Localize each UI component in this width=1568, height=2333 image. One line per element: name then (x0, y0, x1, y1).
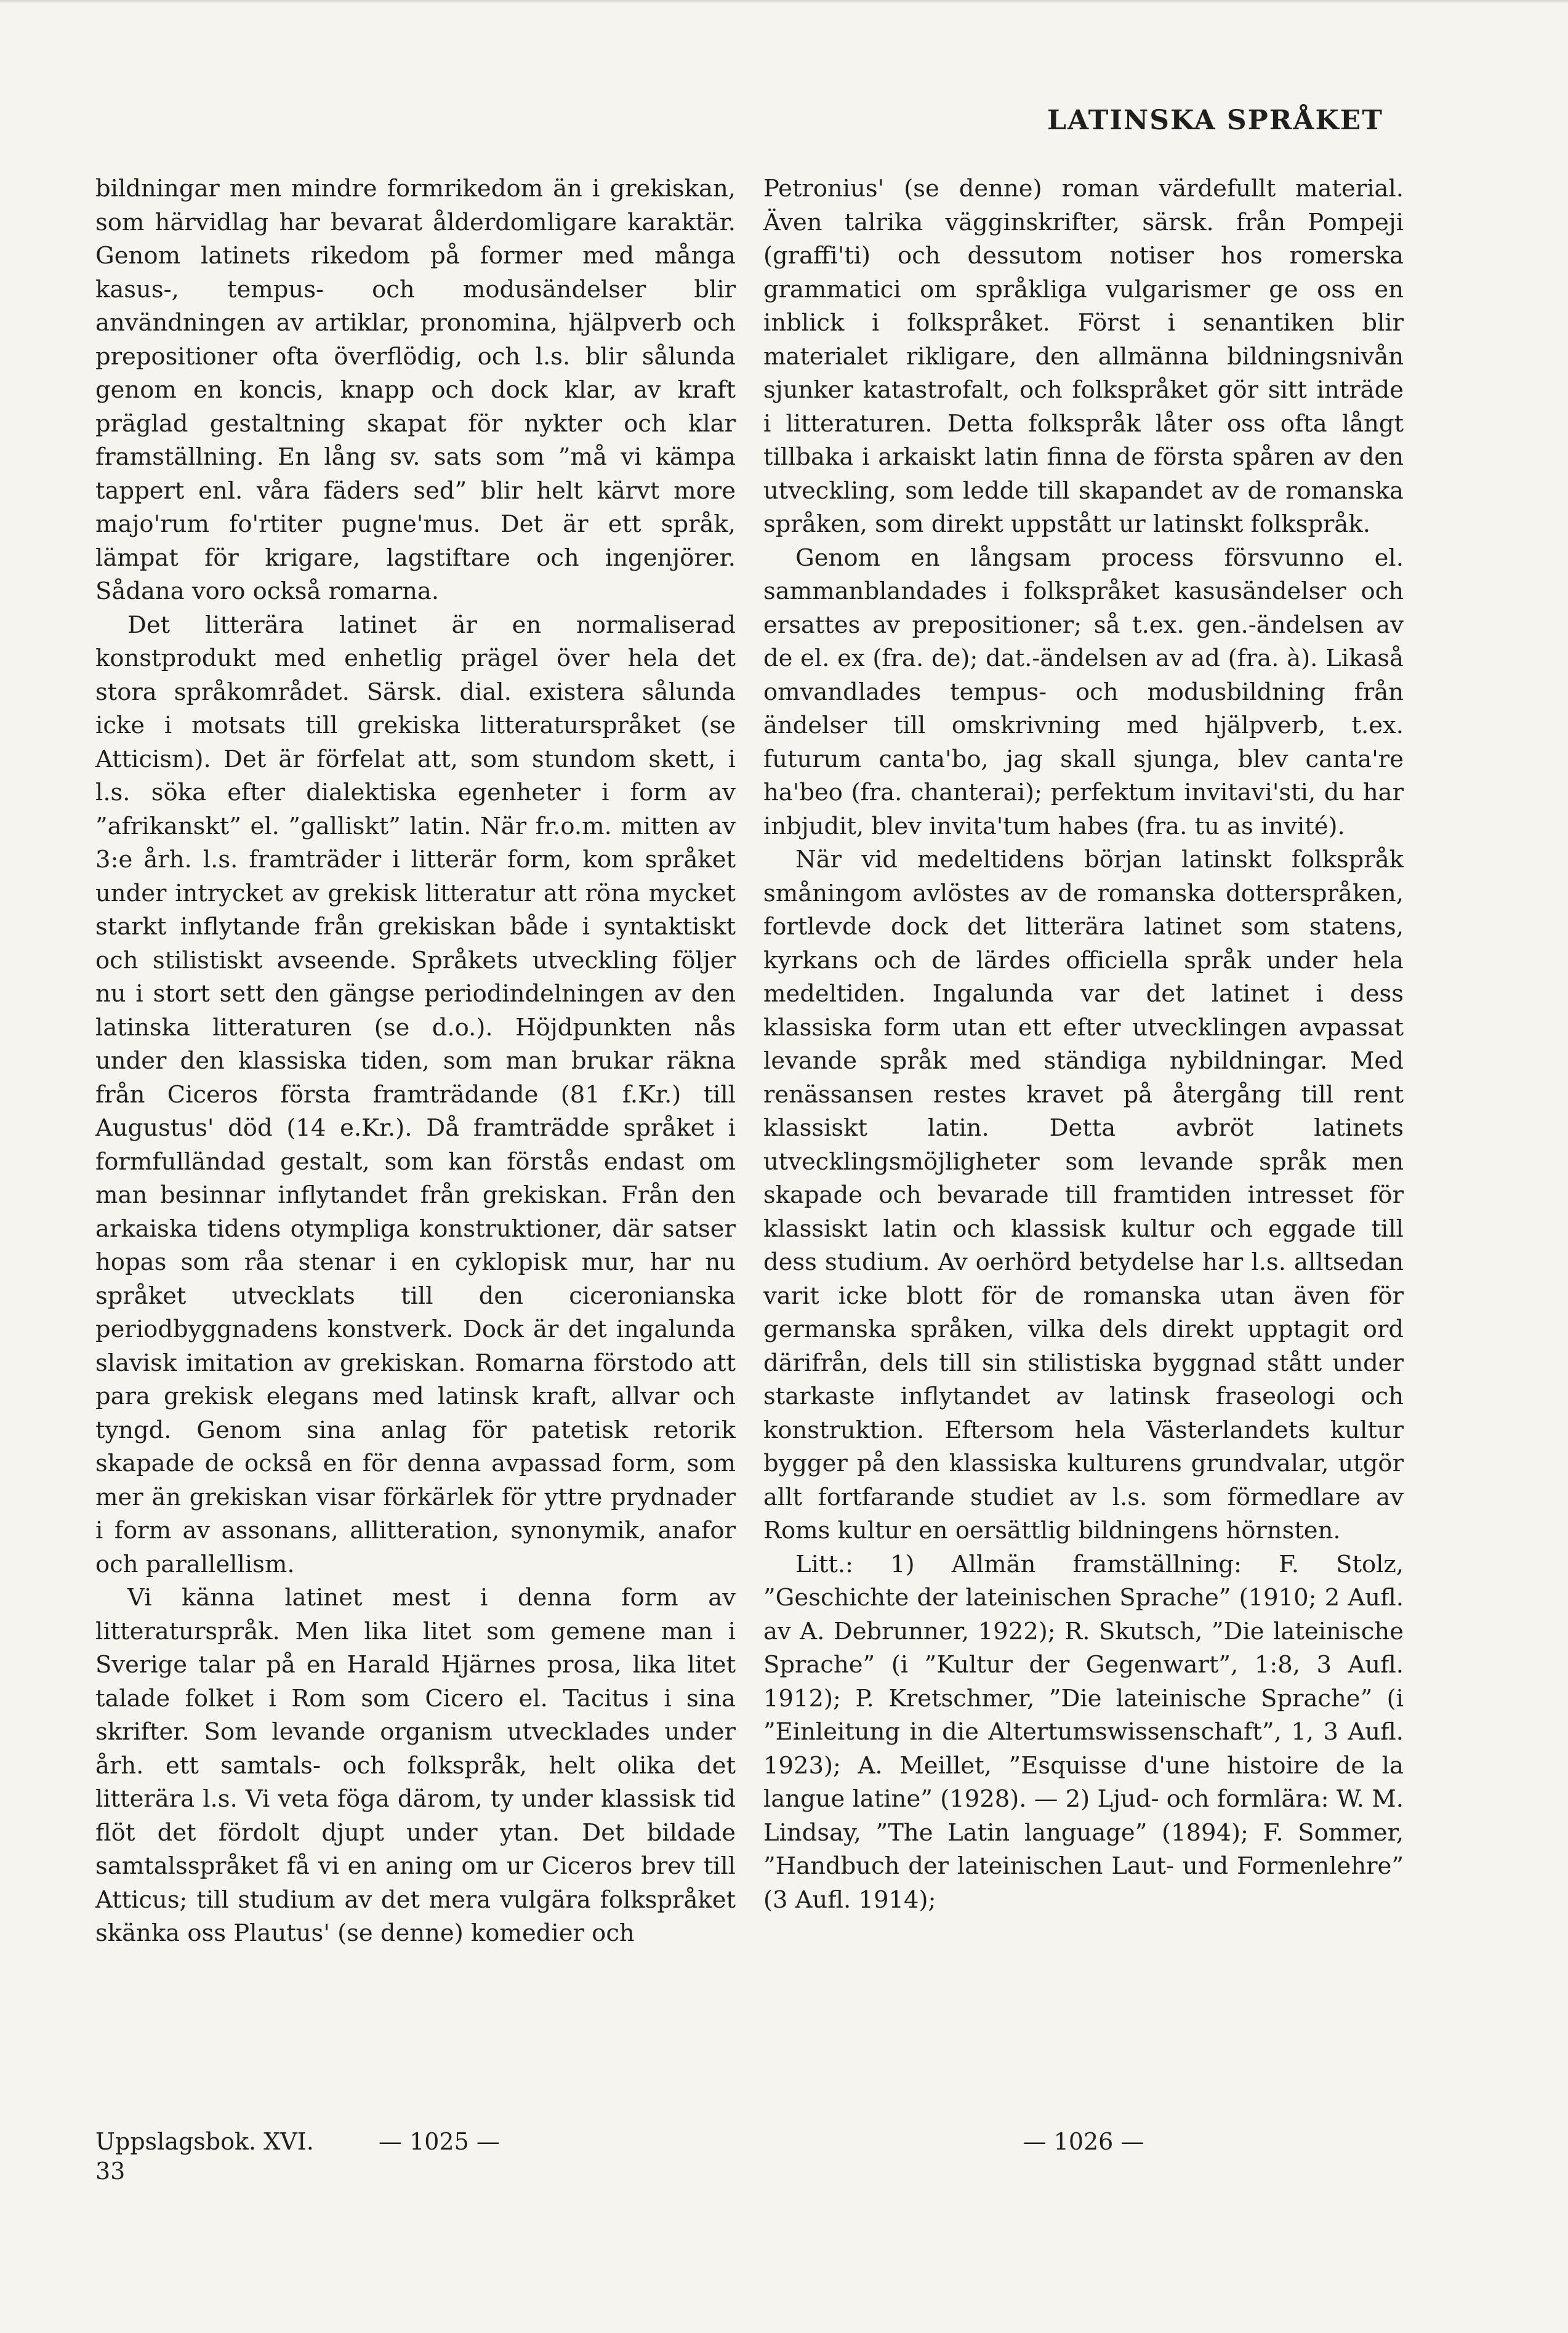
paragraph: Vi känna latinet mest i denna form av litteraturspråk. Men lika litet som gemene man i Sverige talar på en Harald Hjärnes prosa, lika litet talade folket i Rom som Cicero el. Tacitus i sina skrifter. Som levande organism utvecklades under årh. ett samtals- och folkspråk, helt olika det litterära l.s. Vi veta föga därom, ty under klassisk tid flöt det fördolt djupt under ytan. Det bildade samtalsspråket få vi en aning om ur Ciceros brev till Atticus; till studium av det mera vulgära folkspråket skänka oss Plautus' (se denne) komedier och (95, 1584, 736, 1947)
page-number-right: — 1026 — (1023, 2128, 1144, 2155)
paragraph: bildningar men mindre formrikedom än i grekiskan, som härvidlag har bevarat ålderdomligare karaktär. Genom latinets rikedom på former med många kasus-, tempus- och modusändelser blir användningen av artiklar, pronomina, hjälpverb och prepositioner ofta överflödig, och l.s. blir sålunda genom en koncis, knapp och dock klar, av kraft präglad gestaltning skapat för nykter och klar framställning. En lång sv. sats som ”må vi kämpa tappert enl. våra fäders sed” blir helt kärvt more majo'rum fo'rtiter pugne'mus. Det är ett språk, lämpat för krigare, lagstiftare och ingenjörer. Sådana voro också romarna. (95, 175, 736, 605)
running-header: LATINSKA SPRÅKET (1047, 105, 1383, 136)
paragraph: När vid medeltidens början latinskt folkspråk småningom avlöstes av de romanska dotterspråken, fortlevde dock det litterära latinet som statens, kyrkans och de lärdes officiella språk under hela medeltiden. Ingalunda var det latinet i dess klassiska form utan ett efter utvecklingen avpassat levande språk med ständiga nybildningar. Med renässansen restes kravet på återgång till rent klassiskt latin. Detta avbröt latinets utvecklingsmöjligheter som levande språk men skapade och bevarade till framtiden intresset för klassiskt latin och klassisk kultur och eggade till dess studium. Av oerhörd betydelse har l.s. alltsedan varit icke blott för de romanska utan även för germanska språken, vilka dels direkt upptagit ord därifrån, dels till sin stilistiska byggnad stått under starkaste inflytandet av latinsk fraseologi och konstruktion. Eftersom hela Västerlandets kultur bygger på den klassiska kulturens grundvalar, utgör allt fortfarande studiet av l.s. som förmedlare av Roms kultur en oersättlig bildningens hörnsten. (763, 846, 1404, 1544)
top-edge (0, 0, 1568, 4)
paragraph: Det litterära latinet är en normaliserad konstprodukt med enhetlig prägel över hela det stora språkområdet. Särsk. dial. existera sålunda icke i motsats till grekiska litteraturspråket (se Atticism). Det är förfelat att, som stundom skett, i l.s. söka efter dialektiska egenheter i form av ”afrikanskt” el. ”galliskt” latin. När fr.o.m. mitten av 3:e årh. l.s. framträder i litterär form, kom språket under intrycket av grekisk litteratur att röna mycket starkt inflytande från grekiskan både i syntaktiskt och stilistiskt avseende. Språkets utveckling följer nu i stort sett den gängse periodindelningen av den latinska litteraturen (se d.o.). Höjdpunkten nås under den klassiska tiden, som man brukar räkna från Ciceros första framträdande (81 f.Kr.) till Augustus' död (14 e.Kr.). Då framträdde språket i formfulländad gestalt, som kan förstås endast om man besinnar inflytandet från grekiskan. Från den arkaiska tidens otympliga konstruktioner, där satser hopas som råa stenar i en cyklopisk mur, har nu språket utvecklats till den ciceronianska periodbyggnadens konstverk. Dock är det ingalunda slavisk imitation av grekiskan. Romarna förstodo att para grekisk elegans med latinsk kraft, allvar och tyngd. Genom sina anlag för patetisk retorik skapade de också en för denna avpassad form, som mer än grekiskan visar förkärlek för yttre prydnader i form av assonans, allitteration, synonymik, anafor och parallellism. (95, 611, 736, 1578)
paragraph: Litt.: 1) Allmän framställning: F. Stolz, ”Geschichte der lateinischen Sprache” (1910; 2 Aufl. av A. Debrunner, 1922); R. Skutsch, ”Die lateinische Sprache” (i ”Kultur der Gegenwart”, 1:8, 3 Aufl. 1912); P. Kretschmer, ”Die lateinische Sprache” (i ”Einleitung in die Altertumswissenschaft”, 1, 3 Aufl. 1923); A. Meillet, ”Esquisse d'une histoire de la langue latine” (1928). — 2) Ljud- och formlära: W. M. Lindsay, ”The Latin language” (1894); F. Sommer, ”Handbuch der lateinischen Laut- und Formenlehre” (3 Aufl. 1914); (763, 1550, 1404, 1914)
paragraph: Genom en långsam process försvunno el. sammanblandades i folkspråket kasusändelser och ersattes av prepositioner; så t.ex. gen.-ändelsen av de el. ex (fra. de); dat.-ändelsen av ad (fra. à). Likaså omvandlades tempus- och modusbildning från ändelser till omskrivning med hjälpverb, t.ex. futurum canta'bo, jag skall sjunga, blev canta're ha'beo (fra. chanterai); perfektum invitavi'sti, du har inbjudit, blev invita'tum habes (fra. tu as invité). (763, 544, 1404, 840)
right-column (763, 172, 1404, 1917)
left-footer (95, 2127, 736, 2186)
paragraph: Petronius' (se denne) roman värdefullt material. Även talrika vägginskrifter, särsk. från Pompeji (graffi'ti) och dessutom notiser hos romerska grammatici om språkliga vulgarismer ge oss en inblick i folkspråket. Först i senantiken blir materialet rikligare, den allmänna bildningsnivån sjunker katastrofalt, och folkspråket gör sitt inträde i litteraturen. Detta folkspråk låter oss ofta långt tillbaka i arkaiskt latin finna de första spåren av den utveckling, som ledde till skapandet av de romanska språken, som direkt uppstått ur latinskt folkspråk. (763, 175, 1404, 538)
page-number-left: — 1025 — (379, 2128, 500, 2155)
left-column (95, 172, 736, 1951)
signature-mark: 33 (95, 2158, 126, 2185)
right-footer (763, 2127, 1404, 2156)
volume-label: Uppslagsbok. XVI. (95, 2128, 314, 2155)
